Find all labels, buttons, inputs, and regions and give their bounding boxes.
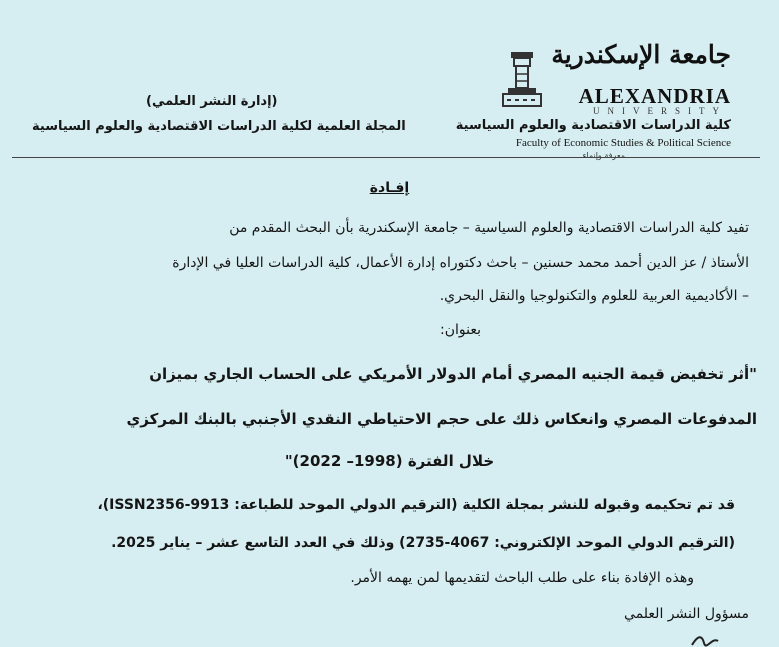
intro-line-1: تفيد كلية الدراسات الاقتصادية والعلوم السياسية – جامعة الإسكندرية بأن البحث المقدم من — [229, 220, 749, 236]
titled-label: بعنوان: — [440, 322, 481, 338]
document-title-text: إفـادة — [369, 180, 410, 196]
faculty-name-english: Faculty of Economic Studies & Political Science — [515, 137, 731, 149]
acceptance-line-1: قد تم تحكيمه وقبوله للنشر بمجلة الكلية (الترقيم الدولي الموحد للطباعة: ISSN2356-9913)، — [97, 497, 735, 513]
intro-line-2: الأستاذ / عز الدين أحمد محمد حسنين – باحث دكتوراه إدارة الأعمال، كلية الدراسات العليا في الإدارة — [172, 255, 749, 271]
university-logo-block — [455, 40, 731, 160]
university-name-english: ALEXANDRIA — [578, 84, 731, 108]
acceptance-line-3: وهذه الإفادة بناء على طلب الباحث لتقديمها لمن يهمه الأمر. — [350, 570, 694, 586]
university-subtitle: UNIVERSITY — [593, 106, 727, 116]
faculty-name-arabic: كلية الدراسات الاقتصادية والعلوم السياسية — [455, 118, 731, 133]
header-divider — [12, 157, 760, 158]
research-title-line-3: خلال الفترة (1998– 2022)" — [284, 452, 495, 470]
intro-line-3: – الأكاديمية العربية للعلوم والتكنولوجيا والنقل البحري. — [439, 288, 749, 304]
department-name: (إدارة النشر العلمي) — [146, 94, 278, 109]
acceptance-line-2: (الترقيم الدولي الموحد الإلكتروني: 4067-2735) وذلك في العدد التاسع عشر – يناير 2025. — [111, 535, 735, 551]
university-name-arabic: جامعة الإسكندرية — [551, 40, 731, 69]
document-title — [0, 180, 779, 196]
university-motto: معرفة وإنماء — [582, 151, 625, 160]
lighthouse-emblem-icon — [499, 46, 545, 128]
signature-mark-icon — [690, 631, 720, 647]
journal-name: المجلة العلمية لكلية الدراسات الاقتصادية والعلوم السياسية — [32, 119, 406, 134]
research-title-line-1: "أثر تخفيض قيمة الجنيه المصري أمام الدولار الأمريكي على الحساب الجاري بميزان — [149, 365, 757, 383]
research-title-line-2: المدفوعات المصري وانعكاس ذلك على حجم الاحتياطي النقدي الأجنبي بالبنك المركزي — [126, 410, 757, 428]
signatory-title: مسؤول النشر العلمي — [624, 606, 749, 622]
